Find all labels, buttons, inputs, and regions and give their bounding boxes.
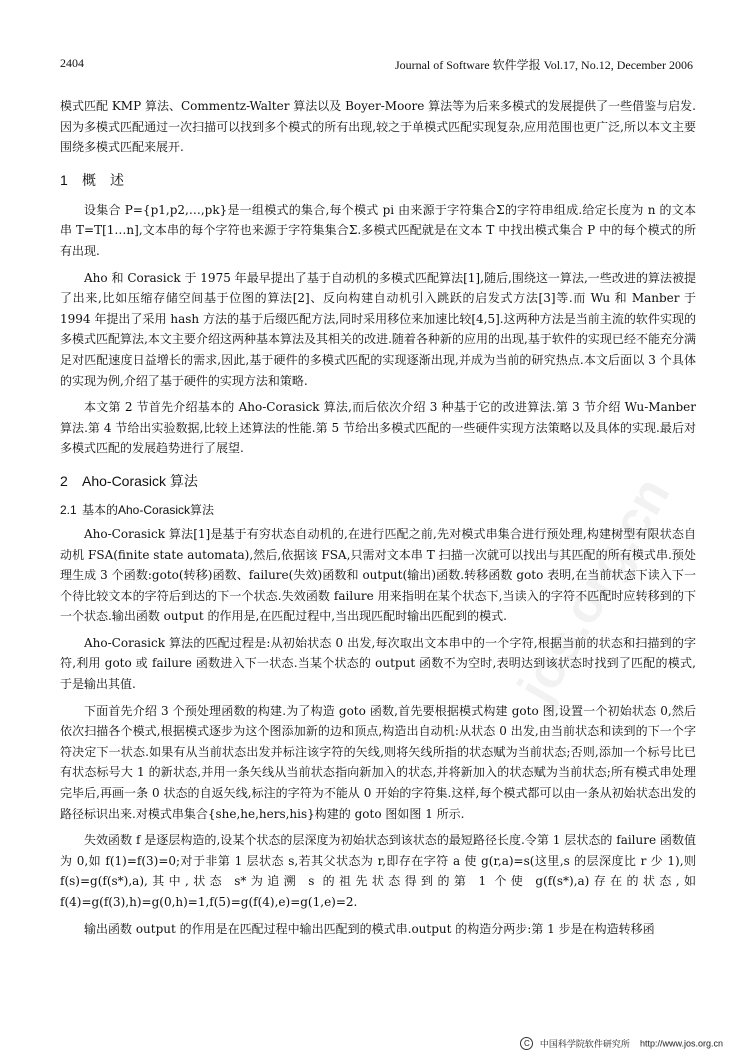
- section-title: Aho-Corasick 算法: [82, 472, 198, 489]
- paragraph: Aho-Corasick 算法的匹配过程是:从初始状态 0 出发,每次取出文本串中的一个字符,根据当前的状态和扫描到的字符,利用 goto 或 failure 函数进入下一状态.当某个状态的 output 函数不为空时,表明达到该状态时找到了匹配的模式,于是输出其值.: [60, 635, 696, 692]
- watermark: jos.org.cn: [507, 467, 682, 713]
- paragraph: 设集合 P={p1,p2,…,pk}是一组模式的集合,每个模式 pi 由来源于字符集合Σ的字符串组成.给定长度为 n 的文本串 T=T[1…n],文本串的每个字符也来源于字符集集合Σ.多模式匹配就是在文本 T 中找出模式集合 P 中的每个模式的所有出现.: [60, 202, 696, 258]
- page-footer: [520, 1037, 723, 1050]
- paragraph: 输出函数 output 的作用是在匹配过程中输出匹配到的模式串.output 的构造分两步:第 1 步是在构造转移函: [84, 921, 655, 936]
- paragraph: 下面首先介绍 3 个预处理函数的构建.为了构造 goto 函数,首先要根据模式构建 goto 图,设置一个初始状态 0,然后依次扫描各个模式,根据模式逐步为这个图添加新的边和顶点,构造出自动机:从状态 0 出发,由当前状态和读到的下一个字符决定下一状态.如果有从当前状态出发并标注该字符的矢线,则将矢线所指的状态赋为当前状态;否则,添加一个标号比已有状态标号大 1 的新状态,并用一条矢线从当前状态指向新加入的状态,并将新加入的状态赋为当前状态;所有模式串处理完毕后,再画一条 0 状态的自返矢线,标注的字符为不能从 0 开始的字符集.这样,每个模式都可以由一条从初始状态出发的路径标识出来.对模式串集合{she,he,hers,his}构建的 goto 图如图 1 所示.: [60, 703, 696, 821]
- paragraph: 失效函数 f 是逐层构造的,设某个状态的层深度为初始状态到该状态的最短路径长度.令第 1 层状态的 failure 函数值为 0,如 f(1)=f(3)=0;对于非第 1 层状态 s,若其父状态为 r,即存在字符 a 使 g(r,a)=s(这里,s 的层深度比 r 少 1),则 f(s)=g(f(s*),a),其中,状态 s*为追溯 s 的祖先状态得到的第 1 个使 g(f(s*),a)存在的状态,如 f(4)=g(f(3),h)=g(0,h)=1,f(5)=g(f(4),e)=g(1,e)=2.: [60, 833, 696, 909]
- article-body: [60, 96, 696, 945]
- paragraph: Aho-Corasick 算法[1]是基于有穷状态自动机的,在进行匹配之前,先对模式串集合进行预处理,构建树型有限状态自动机 FSA(finite state automata),然后,依据该 FSA,只需对文本串 T 扫描一次就可以找出与其匹配的所有模式串.预处理生成 3 个函数:goto(转移)函数、failure(失效)函数和 output(输出)函数.转移函数 goto 表明,在当前状态下读入下一个待比较文本的字符后到达的下一个状态.失效函数 failure 用来指明在某个状态下,当读入的字符不匹配时应转移到的下一个状态.输出函数 output 的作用是,在匹配过程中,当出现匹配时输出匹配到的模式.: [60, 526, 696, 624]
- page-header: [60, 56, 693, 74]
- publisher-name: 中国科学院软件研究所: [539, 1039, 630, 1049]
- paragraph: 模式匹配 KMP 算法、Commentz-Walter 算法以及 Boyer-Moore 算法等为后来多模式的发展提供了一些借鉴与启发.因为多模式匹配通过一次扫描可以找到多个模式的所有出现,较之于单模式匹配实现复杂,应用范围也更广泛,所以本文主要围绕多模式匹配来展开.: [60, 99, 696, 155]
- section-number: 1: [60, 171, 68, 188]
- section-title: 概 述: [82, 171, 124, 188]
- copyright-icon: C: [520, 1037, 533, 1050]
- subsection-heading: [60, 501, 696, 518]
- subsection-number: 2.1: [60, 502, 77, 517]
- page-number: 2404: [60, 56, 84, 70]
- section-heading-2: [60, 471, 696, 491]
- footer-url[interactable]: http://www.jos.org.cn: [639, 1038, 723, 1049]
- subsection-title: 基本的Aho-Corasick算法: [82, 502, 215, 517]
- paragraph: 本文第 2 节首先介绍基本的 Aho-Corasick 算法,而后依次介绍 3 种基于它的改进算法.第 3 节介绍 Wu-Manber 算法.第 4 节给出实验数据,比较上述算法的性能.第 5 节给出多模式匹配的一些硬件实现方法策略以及具体的实现.最后对多模式匹配的发展趋势进行了展望.: [60, 400, 696, 456]
- section-number: 2: [60, 472, 68, 489]
- paragraph: Aho 和 Corasick 于 1975 年最早提出了基于自动机的多模式匹配算法[1],随后,围绕这一算法,一些改进的算法被提了出来,比如压缩存储空间基于位图的算法[2]、反向构建自动机引入跳跃的启发式方法[3]等.而 Wu 和 Manber 于 1994 年提出了采用 hash 方法的基于后缀匹配方法,同时采用移位来加速比较[4,5].这两种方法是当前主流的软件实现的多模式匹配算法,本文主要介绍这两种基本算法及其相关的改进.随着各种新的应用的出现,基于软件的实现已经不能充分满足对匹配速度日益增长的需求,因此,基于硬件的多模式匹配的实现逐渐出现,并成为当前的研究热点.本文后面以 3 个具体的实现为例,介绍了基于硬件的实现方法和策略.: [60, 270, 696, 388]
- section-heading-1: [60, 170, 696, 190]
- journal-title: Journal of Software 软件学报 Vol.17, No.12, December 2006: [394, 58, 693, 72]
